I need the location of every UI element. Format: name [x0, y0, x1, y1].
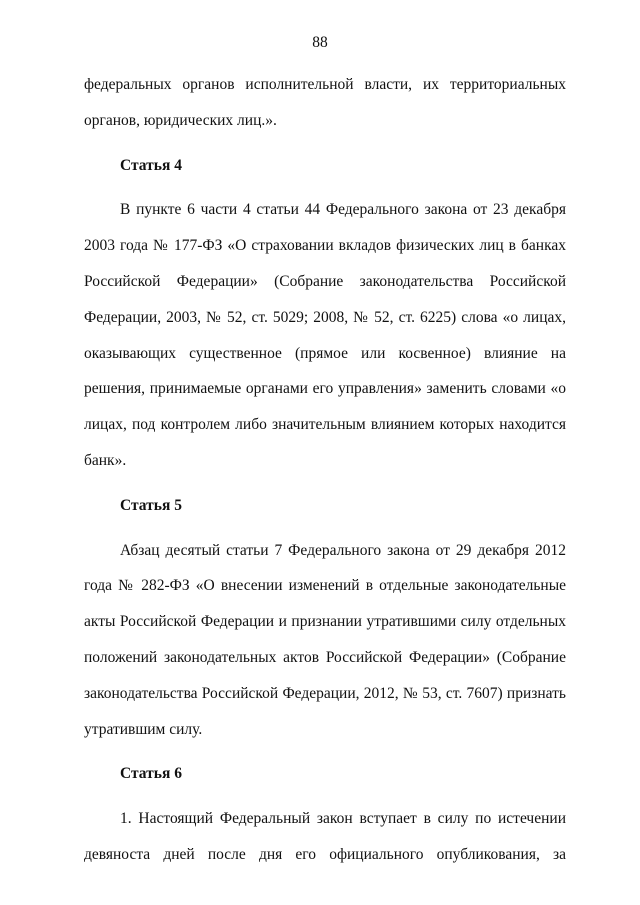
- article-4-paragraph: В пункте 6 части 4 статьи 44 Федерального закона от 23 декабря 2003 года № 177-ФЗ «О страховании вкладов физических лиц в банках Российской Федерации» (Собрание законодательства Российской Федерации, 2003, № 52, ст. 5029; 2008, № 52, ст. 6225) слова «о лицах, оказывающих существенное (прямое или косвенное) влияние на решения, принимаемые органами его управления» заменить словами «о лицах, под контролем либо значительным влиянием которых находится банк».: [84, 201, 566, 469]
- article-5-heading: Статья 5: [120, 496, 182, 514]
- article-4-heading: Статья 4: [120, 156, 182, 174]
- page-number: 88: [312, 34, 328, 51]
- intro-paragraph: федеральных органов исполнительной власти, их территориальных органов, юридических лиц.».: [84, 76, 566, 129]
- article-5-paragraph: Абзац десятый статьи 7 Федерального закона от 29 декабря 2012 года № 282-ФЗ «О внесении изменений в отдельные законодательные акты Российской Федерации и признании утратившими силу отдельных положений законодательных актов Российской Федерации» (Собрание законодательства Российской Федерации, 2012, № 53, ст. 7607) признать утратившим силу.: [84, 541, 566, 738]
- document-body: [84, 67, 566, 873]
- article-6-paragraph: 1. Настоящий Федеральный закон вступает в силу по истечении девяноста дней после дня его официального опубликования, за: [84, 810, 566, 863]
- article-6-heading: Статья 6: [120, 765, 182, 783]
